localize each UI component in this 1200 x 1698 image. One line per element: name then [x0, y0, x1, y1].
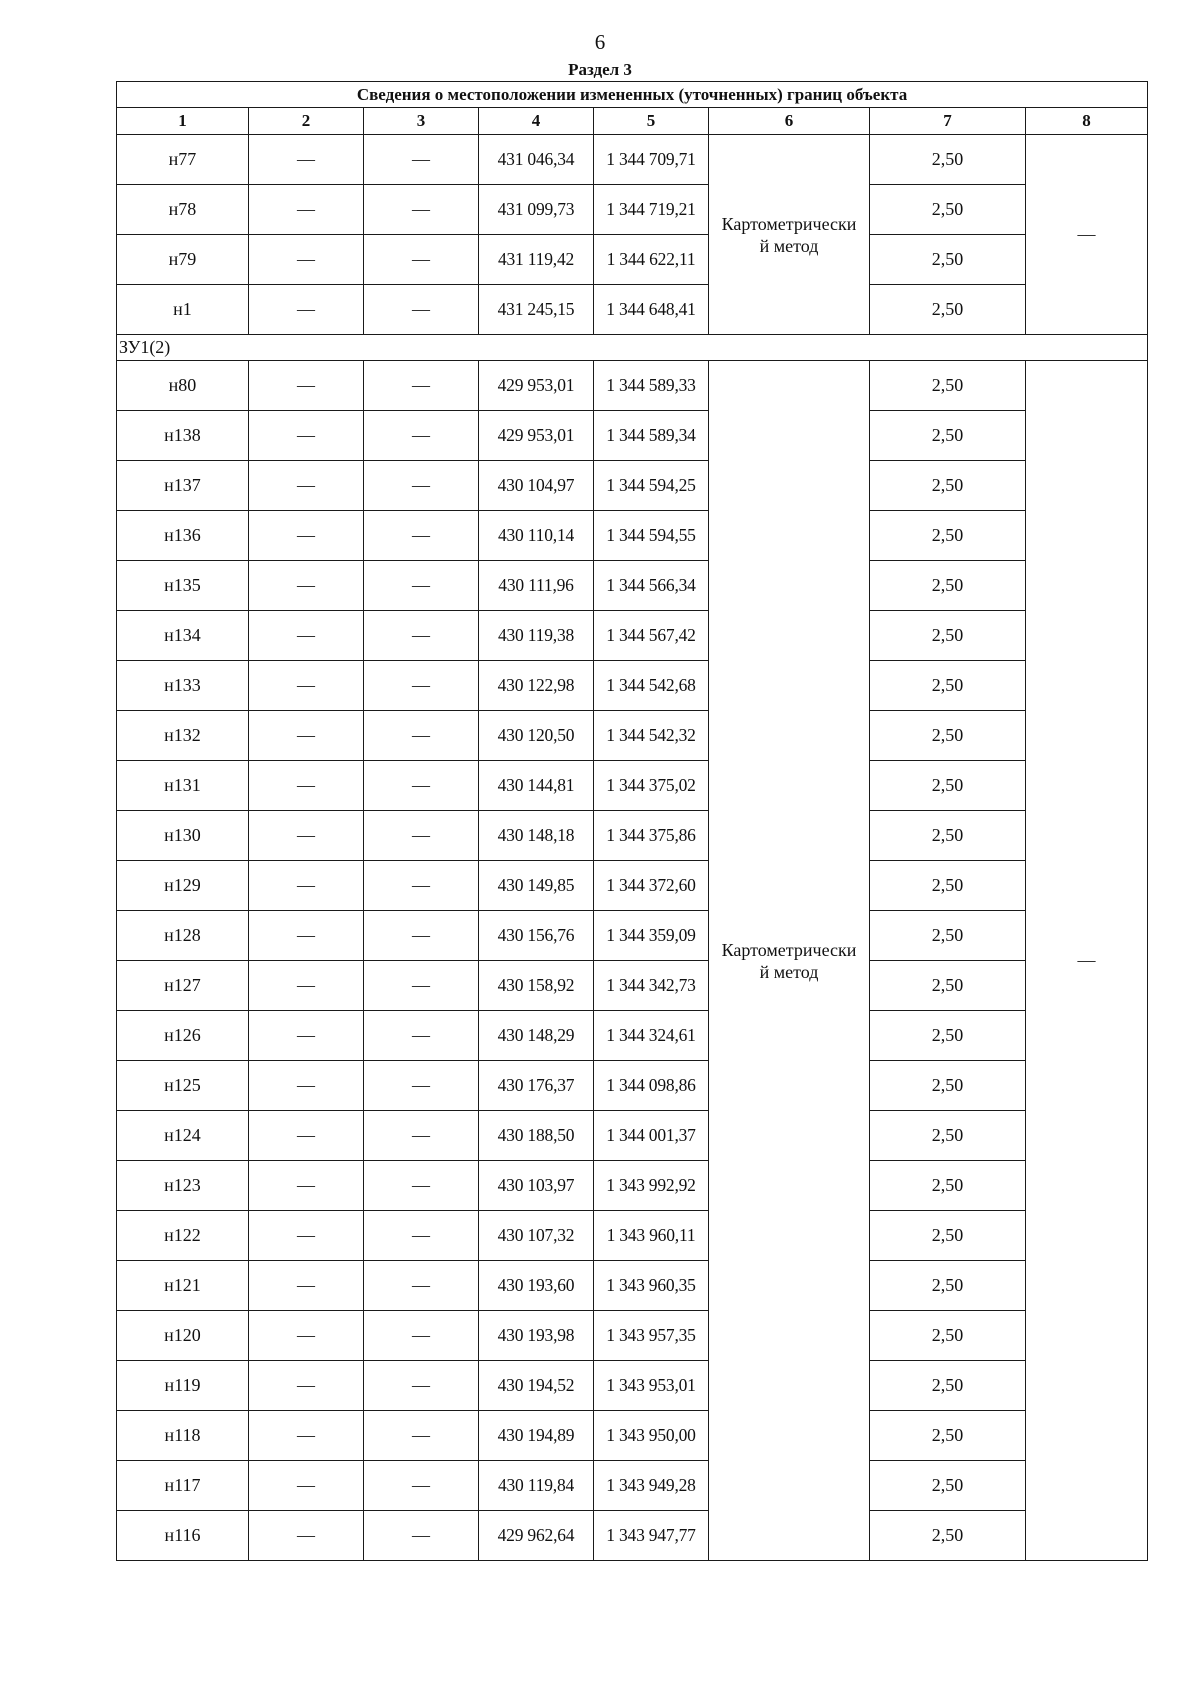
col3-cell: — [364, 911, 479, 961]
table-row [117, 511, 1148, 561]
col3-cell: — [364, 1261, 479, 1311]
col2-cell: — [249, 661, 364, 711]
col3-cell: — [364, 1461, 479, 1511]
col2-cell: — [249, 1511, 364, 1561]
point-name-cell: н133 [117, 661, 249, 711]
point-name-cell: н138 [117, 411, 249, 461]
method-text-line: Картометрически [721, 939, 857, 960]
accuracy-cell: 2,50 [870, 1211, 1026, 1261]
x-coordinate-cell: 429 953,01 [479, 361, 594, 411]
col2-cell: — [249, 761, 364, 811]
col3-cell: — [364, 861, 479, 911]
accuracy-cell: 2,50 [870, 1061, 1026, 1111]
accuracy-cell: 2,50 [870, 1261, 1026, 1311]
col2-cell: — [249, 1261, 364, 1311]
method-cell [709, 361, 870, 1561]
accuracy-cell: 2,50 [870, 185, 1026, 235]
point-name-cell: н123 [117, 1161, 249, 1211]
x-coordinate-cell: 430 156,76 [479, 911, 594, 961]
col2-cell: — [249, 185, 364, 235]
x-coordinate-cell: 430 111,96 [479, 561, 594, 611]
point-name-cell: н120 [117, 1311, 249, 1361]
col3-cell: — [364, 285, 479, 335]
x-coordinate-cell: 430 120,50 [479, 711, 594, 761]
method-text-line: й метод [759, 961, 819, 982]
col3-cell: — [364, 611, 479, 661]
y-coordinate-cell: 1 344 594,55 [594, 511, 709, 561]
x-coordinate-cell: 430 194,52 [479, 1361, 594, 1411]
table-row [117, 1261, 1148, 1311]
table-row [117, 961, 1148, 1011]
col3-cell: — [364, 1511, 479, 1561]
x-coordinate-cell: 430 188,50 [479, 1111, 594, 1161]
table-row [117, 285, 1148, 335]
col3-cell: — [364, 561, 479, 611]
accuracy-cell: 2,50 [870, 1161, 1026, 1211]
accuracy-cell: 2,50 [870, 235, 1026, 285]
col3-cell: — [364, 1011, 479, 1061]
accuracy-cell: 2,50 [870, 561, 1026, 611]
y-coordinate-cell: 1 343 960,11 [594, 1211, 709, 1261]
table-row [117, 1061, 1148, 1111]
table-row [117, 1461, 1148, 1511]
x-coordinate-cell: 430 148,18 [479, 811, 594, 861]
point-name-cell: н121 [117, 1261, 249, 1311]
col3-cell: — [364, 1311, 479, 1361]
col3-cell: — [364, 1211, 479, 1261]
col3-cell: — [364, 1411, 479, 1461]
x-coordinate-cell: 430 149,85 [479, 861, 594, 911]
accuracy-cell: 2,50 [870, 1511, 1026, 1561]
y-coordinate-cell: 1 344 589,33 [594, 361, 709, 411]
x-coordinate-cell: 429 953,01 [479, 411, 594, 461]
accuracy-cell: 2,50 [870, 911, 1026, 961]
x-coordinate-cell: 430 176,37 [479, 1061, 594, 1111]
point-name-cell: н127 [117, 961, 249, 1011]
col2-cell: — [249, 911, 364, 961]
column-number: 7 [870, 108, 1026, 135]
x-coordinate-cell: 430 110,14 [479, 511, 594, 561]
table-row [117, 1361, 1148, 1411]
x-coordinate-cell: 431 245,15 [479, 285, 594, 335]
x-coordinate-cell: 431 119,42 [479, 235, 594, 285]
point-name-cell: н126 [117, 1011, 249, 1061]
col3-cell: — [364, 711, 479, 761]
group-header-row [117, 335, 1148, 361]
x-coordinate-cell: 430 158,92 [479, 961, 594, 1011]
accuracy-cell: 2,50 [870, 135, 1026, 185]
accuracy-cell: 2,50 [870, 411, 1026, 461]
x-coordinate-cell: 430 104,97 [479, 461, 594, 511]
col2-cell: — [249, 135, 364, 185]
point-name-cell: н118 [117, 1411, 249, 1461]
col2-cell: — [249, 561, 364, 611]
point-name-cell: н130 [117, 811, 249, 861]
table-title-row [117, 82, 1148, 108]
boundary-coordinates-table [116, 81, 1148, 1561]
y-coordinate-cell: 1 344 589,34 [594, 411, 709, 461]
y-coordinate-cell: 1 344 324,61 [594, 1011, 709, 1061]
col3-cell: — [364, 661, 479, 711]
table-row [117, 1511, 1148, 1561]
x-coordinate-cell: 431 099,73 [479, 185, 594, 235]
point-name-cell: н125 [117, 1061, 249, 1111]
table-row [117, 361, 1148, 411]
y-coordinate-cell: 1 344 542,32 [594, 711, 709, 761]
col2-cell: — [249, 461, 364, 511]
table-row [117, 235, 1148, 285]
point-name-cell: н128 [117, 911, 249, 961]
table-row [117, 1011, 1148, 1061]
x-coordinate-cell: 430 119,38 [479, 611, 594, 661]
column-number: 8 [1026, 108, 1148, 135]
accuracy-cell: 2,50 [870, 511, 1026, 561]
y-coordinate-cell: 1 344 372,60 [594, 861, 709, 911]
point-name-cell: н122 [117, 1211, 249, 1261]
point-name-cell: н79 [117, 235, 249, 285]
table-row [117, 811, 1148, 861]
point-name-cell: н1 [117, 285, 249, 335]
col2-cell: — [249, 1161, 364, 1211]
y-coordinate-cell: 1 344 648,41 [594, 285, 709, 335]
col2-cell: — [249, 1311, 364, 1361]
point-name-cell: н77 [117, 135, 249, 185]
y-coordinate-cell: 1 343 992,92 [594, 1161, 709, 1211]
y-coordinate-cell: 1 344 567,42 [594, 611, 709, 661]
col2-cell: — [249, 861, 364, 911]
col3-cell: — [364, 235, 479, 285]
accuracy-cell: 2,50 [870, 1361, 1026, 1411]
accuracy-cell: 2,50 [870, 361, 1026, 411]
col3-cell: — [364, 761, 479, 811]
table-row [117, 911, 1148, 961]
accuracy-cell: 2,50 [870, 1011, 1026, 1061]
x-coordinate-cell: 431 046,34 [479, 135, 594, 185]
x-coordinate-cell: 430 193,98 [479, 1311, 594, 1361]
table-row [117, 561, 1148, 611]
y-coordinate-cell: 1 344 719,21 [594, 185, 709, 235]
col2-cell: — [249, 1011, 364, 1061]
method-cell [709, 135, 870, 335]
col3-cell: — [364, 361, 479, 411]
col3-cell: — [364, 1361, 479, 1411]
method-text-line: Картометрически [721, 213, 857, 234]
y-coordinate-cell: 1 343 953,01 [594, 1361, 709, 1411]
col3-cell: — [364, 811, 479, 861]
y-coordinate-cell: 1 344 342,73 [594, 961, 709, 1011]
col3-cell: — [364, 1161, 479, 1211]
col2-cell: — [249, 1361, 364, 1411]
accuracy-cell: 2,50 [870, 1311, 1026, 1361]
y-coordinate-cell: 1 343 960,35 [594, 1261, 709, 1311]
col2-cell: — [249, 1211, 364, 1261]
col2-cell: — [249, 1111, 364, 1161]
column-number: 3 [364, 108, 479, 135]
x-coordinate-cell: 430 144,81 [479, 761, 594, 811]
point-name-cell: н124 [117, 1111, 249, 1161]
column-number: 5 [594, 108, 709, 135]
accuracy-cell: 2,50 [870, 1461, 1026, 1511]
point-name-cell: н132 [117, 711, 249, 761]
point-name-cell: н78 [117, 185, 249, 235]
x-coordinate-cell: 430 148,29 [479, 1011, 594, 1061]
column-number-row [117, 108, 1148, 135]
accuracy-cell: 2,50 [870, 711, 1026, 761]
col3-cell: — [364, 461, 479, 511]
table-row [117, 1311, 1148, 1361]
y-coordinate-cell: 1 343 949,28 [594, 1461, 709, 1511]
table-row [117, 185, 1148, 235]
accuracy-cell: 2,50 [870, 811, 1026, 861]
col3-cell: — [364, 185, 479, 235]
point-name-cell: н119 [117, 1361, 249, 1411]
table-row [117, 661, 1148, 711]
y-coordinate-cell: 1 344 542,68 [594, 661, 709, 711]
x-coordinate-cell: 430 194,89 [479, 1411, 594, 1461]
col2-cell: — [249, 711, 364, 761]
accuracy-cell: 2,50 [870, 1411, 1026, 1461]
table-row [117, 1211, 1148, 1261]
accuracy-cell: 2,50 [870, 761, 1026, 811]
table-row [117, 611, 1148, 661]
col8-cell: — [1026, 361, 1148, 1561]
col2-cell: — [249, 961, 364, 1011]
col3-cell: — [364, 511, 479, 561]
y-coordinate-cell: 1 344 622,11 [594, 235, 709, 285]
point-name-cell: н80 [117, 361, 249, 411]
col2-cell: — [249, 411, 364, 461]
y-coordinate-cell: 1 343 950,00 [594, 1411, 709, 1461]
col8-cell: — [1026, 135, 1148, 335]
table-row [117, 711, 1148, 761]
accuracy-cell: 2,50 [870, 961, 1026, 1011]
group-label: ЗУ1(2) [117, 335, 1148, 361]
section-title: Раздел 3 [568, 60, 632, 79]
column-number: 2 [249, 108, 364, 135]
point-name-cell: н136 [117, 511, 249, 561]
y-coordinate-cell: 1 344 098,86 [594, 1061, 709, 1111]
col2-cell: — [249, 1061, 364, 1111]
y-coordinate-cell: 1 344 566,34 [594, 561, 709, 611]
point-name-cell: н131 [117, 761, 249, 811]
table-row [117, 761, 1148, 811]
y-coordinate-cell: 1 344 001,37 [594, 1111, 709, 1161]
y-coordinate-cell: 1 344 375,86 [594, 811, 709, 861]
column-number: 6 [709, 108, 870, 135]
col3-cell: — [364, 135, 479, 185]
accuracy-cell: 2,50 [870, 611, 1026, 661]
table-row [117, 1111, 1148, 1161]
col2-cell: — [249, 511, 364, 561]
y-coordinate-cell: 1 344 709,71 [594, 135, 709, 185]
col3-cell: — [364, 1111, 479, 1161]
table-row [117, 1161, 1148, 1211]
accuracy-cell: 2,50 [870, 661, 1026, 711]
col2-cell: — [249, 285, 364, 335]
x-coordinate-cell: 430 103,97 [479, 1161, 594, 1211]
y-coordinate-cell: 1 344 375,02 [594, 761, 709, 811]
col3-cell: — [364, 411, 479, 461]
accuracy-cell: 2,50 [870, 285, 1026, 335]
column-number: 4 [479, 108, 594, 135]
table-title: Сведения о местоположении измененных (уточненных) границ объекта [117, 82, 1148, 108]
point-name-cell: н117 [117, 1461, 249, 1511]
col2-cell: — [249, 235, 364, 285]
table-row [117, 861, 1148, 911]
table-row [117, 461, 1148, 511]
table-body [117, 82, 1148, 1561]
table-row [117, 135, 1148, 185]
accuracy-cell: 2,50 [870, 461, 1026, 511]
table-row [117, 411, 1148, 461]
y-coordinate-cell: 1 344 594,25 [594, 461, 709, 511]
page-number: 6 [594, 30, 606, 54]
col2-cell: — [249, 611, 364, 661]
x-coordinate-cell: 430 119,84 [479, 1461, 594, 1511]
point-name-cell: н137 [117, 461, 249, 511]
x-coordinate-cell: 430 107,32 [479, 1211, 594, 1261]
col2-cell: — [249, 1411, 364, 1461]
accuracy-cell: 2,50 [870, 861, 1026, 911]
method-text-line: й метод [759, 235, 819, 256]
y-coordinate-cell: 1 344 359,09 [594, 911, 709, 961]
point-name-cell: н135 [117, 561, 249, 611]
x-coordinate-cell: 429 962,64 [479, 1511, 594, 1561]
col2-cell: — [249, 361, 364, 411]
col2-cell: — [249, 1461, 364, 1511]
accuracy-cell: 2,50 [870, 1111, 1026, 1161]
x-coordinate-cell: 430 122,98 [479, 661, 594, 711]
y-coordinate-cell: 1 343 957,35 [594, 1311, 709, 1361]
y-coordinate-cell: 1 343 947,77 [594, 1511, 709, 1561]
point-name-cell: н129 [117, 861, 249, 911]
col3-cell: — [364, 1061, 479, 1111]
point-name-cell: н134 [117, 611, 249, 661]
col3-cell: — [364, 961, 479, 1011]
table-row [117, 1411, 1148, 1461]
x-coordinate-cell: 430 193,60 [479, 1261, 594, 1311]
column-number: 1 [117, 108, 249, 135]
col2-cell: — [249, 811, 364, 861]
point-name-cell: н116 [117, 1511, 249, 1561]
